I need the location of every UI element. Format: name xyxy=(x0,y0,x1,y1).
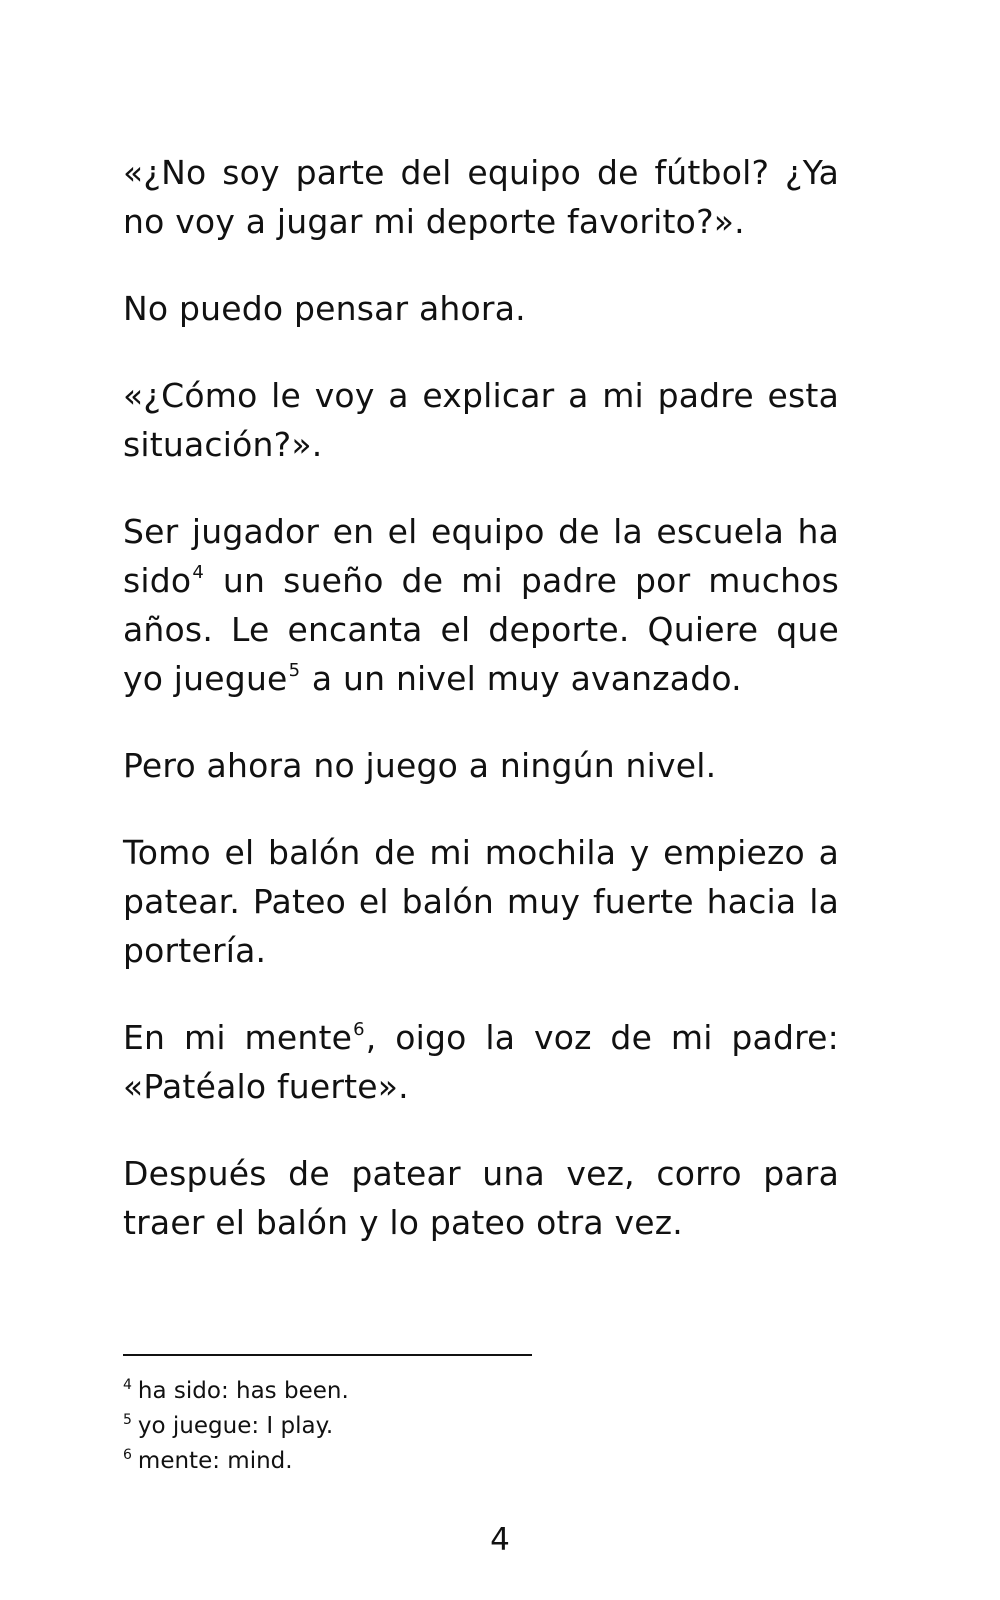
footnote-ref-6: 6 xyxy=(353,1019,365,1040)
paragraph-7-text-a: En mi mente xyxy=(123,1018,353,1057)
footnote-divider xyxy=(123,1354,532,1356)
paragraph-4-text-a: Ser jugador en el equipo de la escuela ha sido xyxy=(123,512,839,600)
paragraph-3: «¿Cómo le voy a explicar a mi padre esta situación?». xyxy=(123,376,839,464)
paragraph-1: «¿No soy parte del equipo de fútbol? ¿Ya no voy a jugar mi deporte favorito?». xyxy=(123,153,839,241)
paragraph-5: Pero ahora no juego a ningún nivel. xyxy=(123,746,717,785)
paragraph-7-text-b: , oigo la voz de mi padre: «Patéalo fuerte». xyxy=(123,1018,839,1106)
paragraph-7 xyxy=(123,1013,839,1111)
paragraph-4 xyxy=(123,507,839,703)
footnote-number-4: 4 xyxy=(123,1377,132,1394)
page-number: 4 xyxy=(490,1522,510,1558)
footnote-ref-5: 5 xyxy=(288,660,301,681)
footnote-6 xyxy=(123,1444,723,1479)
footnote-text-4: ha sido: has been. xyxy=(137,1378,349,1404)
footnote-4 xyxy=(123,1374,723,1409)
footnote-number-5: 5 xyxy=(123,1412,132,1429)
footnote-text-6: mente: mind. xyxy=(137,1448,293,1474)
paragraph-2: No puedo pensar ahora. xyxy=(123,289,526,328)
footnote-text-5: yo juegue: I play. xyxy=(137,1413,334,1439)
footnote-number-6: 6 xyxy=(123,1447,132,1464)
body-text xyxy=(123,148,839,1247)
footnote-5 xyxy=(123,1409,723,1444)
paragraph-4-text-c: a un nivel muy avanzado. xyxy=(301,659,742,698)
footnotes xyxy=(123,1374,723,1479)
paragraph-8: Después de patear una vez, corro para traer el balón y lo pateo otra vez. xyxy=(123,1154,839,1242)
paragraph-4-text-b: un sueño de mi padre por muchos años. Le encanta el deporte. Quiere que yo juegue xyxy=(123,561,839,698)
footnote-ref-4: 4 xyxy=(192,562,204,583)
paragraph-6: Tomo el balón de mi mochila y empiezo a patear. Pateo el balón muy fuerte hacia la portería. xyxy=(123,833,839,970)
